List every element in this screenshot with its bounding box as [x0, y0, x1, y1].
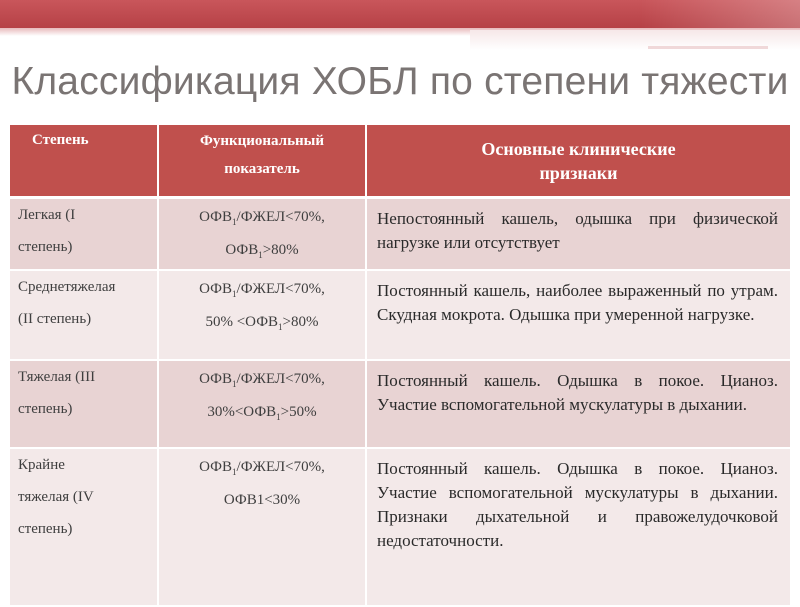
table-row — [10, 360, 790, 448]
top-band-highlight — [640, 0, 800, 28]
degree-cell — [10, 448, 158, 606]
slide-title: Классификация ХОБЛ по степени тяжести — [11, 60, 789, 103]
functional-cell — [158, 360, 366, 448]
functional-line: $ОФВ_1/ФЖЕЛ<70\%$, — [199, 370, 325, 389]
header-signs-line2: признаки — [539, 163, 618, 183]
degree-line: (II степень) — [18, 310, 92, 327]
signs-cell: Постоянный кашель, наиболее выраженный по утрам. Скудная мокрота. Одышка при умеренной нагрузке. — [366, 270, 790, 360]
header-degree-label: Степень — [32, 132, 89, 148]
degree-line: Среднетяжелая — [18, 278, 116, 295]
functional-cell — [158, 270, 366, 360]
degree-line: Легкая (I — [18, 206, 76, 223]
degree-line: тяжелая (IV — [18, 488, 94, 505]
table-row — [10, 197, 790, 270]
header-signs — [366, 125, 790, 197]
degree-cell — [10, 197, 158, 270]
degree-cell — [10, 270, 158, 360]
table-header-row — [10, 125, 790, 197]
degree-line: Тяжелая (III — [18, 368, 96, 385]
functional-line: $ОФВ_1/ФЖЕЛ<70\%$, — [199, 280, 325, 299]
degree-line: Крайне — [18, 456, 65, 473]
functional-line: $ОФВ_1/ФЖЕЛ<70\%$, — [199, 458, 325, 477]
signs-cell: Постоянный кашель. Одышка в покое. Цианоз. Участие вспомогательной мускулатуры в дыхании. — [366, 360, 790, 448]
header-functional — [158, 125, 366, 197]
functional-cell — [158, 197, 366, 270]
functional-line: $30\%<ОФВ_1>50\%$ — [207, 403, 317, 422]
signs-cell: Непостоянный кашель, одышка при физической нагрузке или отсутствует — [366, 197, 790, 270]
signs-cell: Постоянный кашель. Одышка в покое. Цианоз. Участие вспомогательной мускулатуры в дыхании. Признаки дыхательной и правожелудочковой недостаточности. — [366, 448, 790, 606]
degree-line: степень) — [18, 520, 73, 537]
functional-line: $50\% <ОФВ_1>80\%$ — [205, 313, 319, 332]
header-functional-line2: показатель — [224, 161, 300, 177]
degree-cell — [10, 360, 158, 448]
functional-line: ОФВ1<30% — [223, 491, 301, 508]
degree-line: степень) — [18, 400, 73, 417]
header-degree — [10, 125, 158, 197]
functional-cell — [158, 448, 366, 606]
functional-line: $ОФВ_1/ФЖЕЛ<70\%$, — [199, 208, 325, 227]
table-row — [10, 270, 790, 360]
copd-classification-table — [10, 125, 790, 607]
header-signs-line1: Основные клинические — [481, 139, 676, 159]
functional-line: $ОФВ_1>80\%$ — [225, 241, 299, 260]
header-functional-line1: Функциональный — [199, 133, 325, 149]
top-band-stripe — [648, 46, 768, 49]
table-row — [10, 448, 790, 606]
degree-line: степень) — [18, 238, 73, 255]
